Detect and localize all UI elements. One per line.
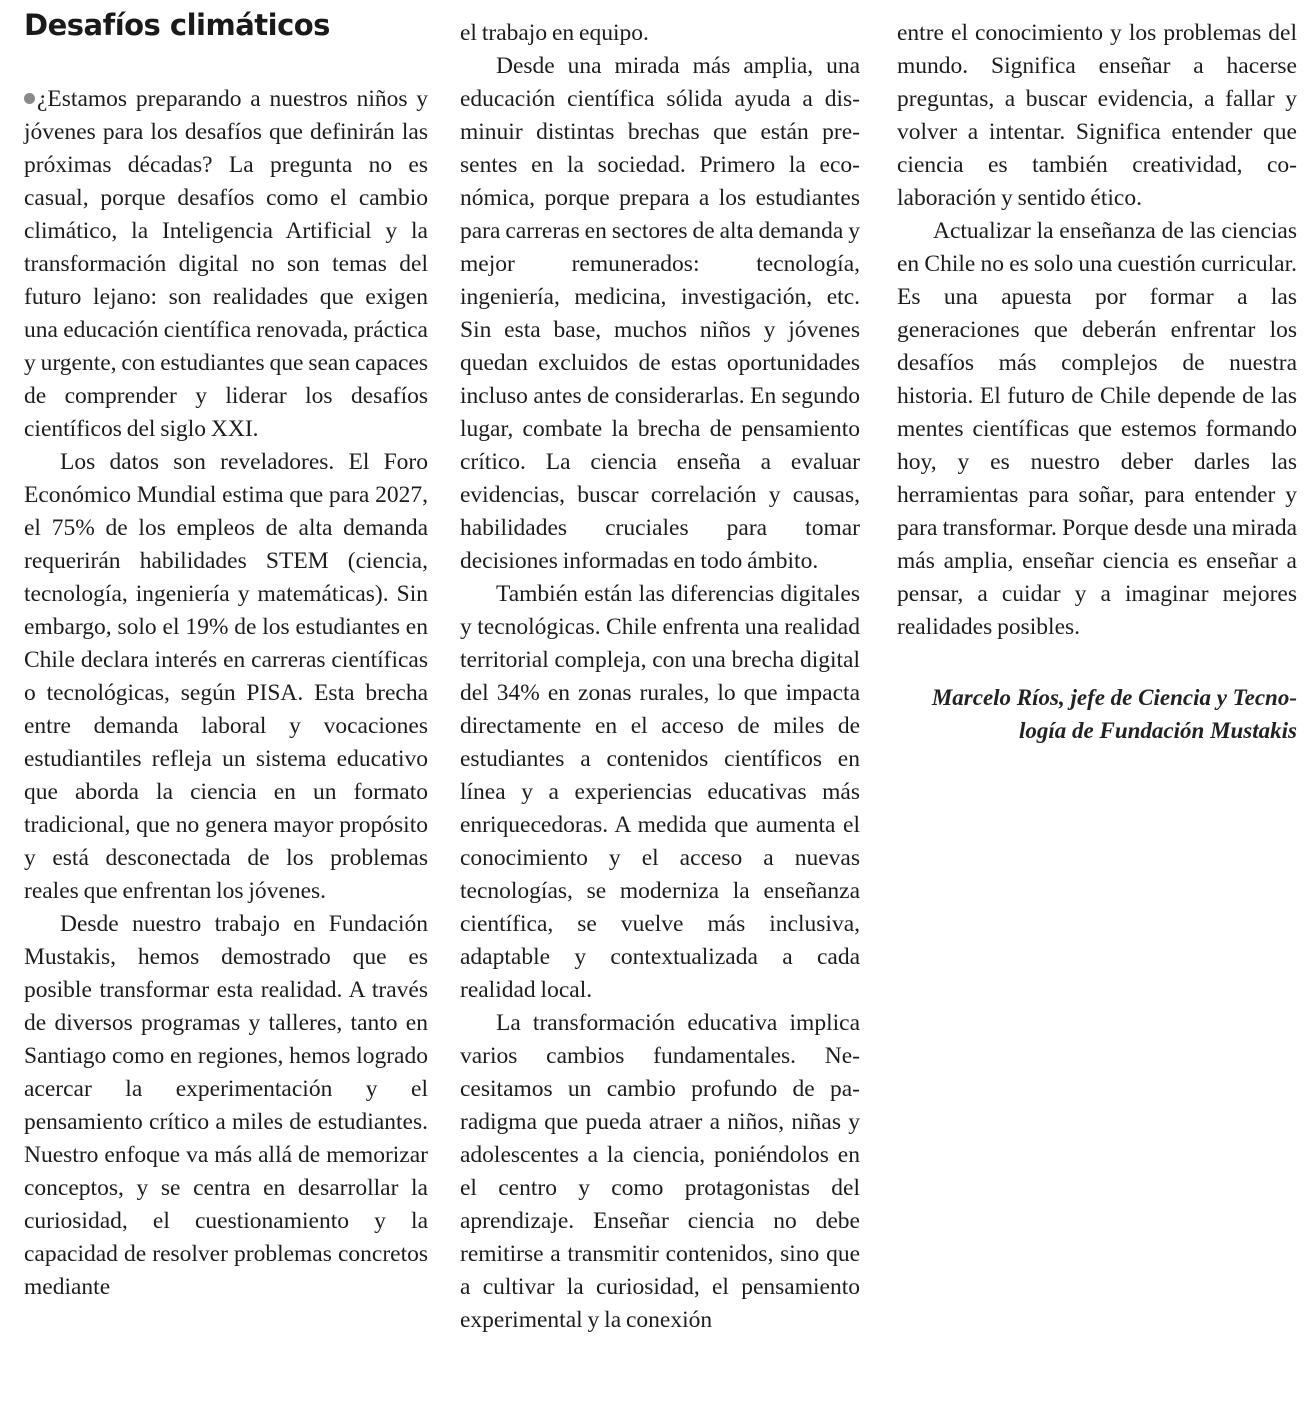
bullet-icon bbox=[24, 93, 35, 104]
article-paragraph: Actualizar la enseñanza de las ciencias en Chile no es solo una cuestión curricular. Es una apuesta por formar a las generaciones que deberán enfrentar los desafíos más complejos de nuestra historia. El futuro de Chile depende de las mentes científicas que estemos formando hoy, y es nuestro deber darles las herramientas para soñar, para entender y para transformar. Porque desde una mirada más amplia, enseñar ciencia es enseñar a pensar, a cuidar y a imaginar mejores realidades posibles. bbox=[897, 218, 1297, 640]
article-paragraph: La transformación educativa implica varios cambios fundamentales. Necesitamos un cambio profundo de paradigma que pueda atraer a niños, niñas y adolescentes a la ciencia, poniéndolos en el centro y como protagonistas del aprendizaje. Enseñar ciencia no debe remitirse a transmitir contenidos, sino que a cultivar la curiosidad, el pensamiento experimental y la conexión bbox=[460, 1010, 860, 1333]
article-title: Desafíos climáticos bbox=[24, 8, 330, 42]
article-column-3 bbox=[897, 17, 1297, 644]
author-signature: Marcelo Ríos, jefe de Ciencia y Tecnología de Fundación Mustakis bbox=[931, 685, 1297, 743]
article-paragraph: Desde nuestro trabajo en Fundación Mustakis, hemos demostrado que es posible transformar esta realidad. A través de diversos programas y talleres, tanto en Santiago como en regiones, hemos logrado acercar la experimentación y el pensamiento crítico a miles de estudiantes. Nuestro enfoque va más allá de memorizar conceptos, y se centra en desarrollar la curiosidad, el cuestionamiento y la capacidad de resolver problemas concretos mediante bbox=[24, 911, 428, 1300]
article-paragraph bbox=[24, 83, 428, 446]
article-paragraph: Desde una mirada más amplia, una educación científica sólida ayuda a disminuir distintas brechas que están presentes en la sociedad. Primero la económica, porque prepara a los estudiantes para carreras en sectores de alta demanda y mejor remunerados: tecnología, ingeniería, medicina, investigación, etc. Sin esta base, muchos niños y jóvenes quedan excluidos de estas oportunidades incluso antes de considerarlas. En segundo lugar, combate la brecha de pensamiento crítico. La ciencia enseña a evaluar evidencias, buscar correlación y causas, habilidades cruciales para tomar decisiones informadas en todo ámbito. bbox=[460, 53, 860, 574]
article-paragraph: Los datos son reveladores. El Foro Económico Mundial estima que para 2027, el 75% de los empleos de alta demanda requerirán habilidades STEM (ciencia, tecnología, ingeniería y matemáticas). Sin embargo, solo el 19% de los estudiantes en Chile declara interés en carreras científicas o tecnológicas, según PISA. Esta brecha entre demanda laboral y vocaciones estudiantiles refleja un sistema educativo que aborda la ciencia en un formato tradicional, que no genera mayor propósito y está desconectada de los problemas reales que enfrentan los jóvenes. bbox=[24, 449, 428, 904]
article-column-2 bbox=[460, 17, 860, 1337]
article-paragraph: el trabajo en equipo. bbox=[460, 20, 649, 46]
article-paragraph: También están las diferencias digitales y tecnológicas. Chile enfrenta una realidad territorial compleja, con una brecha digital del 34% en zonas rurales, lo que impacta directamente en el acceso de miles de estudiantes a contenidos científicos en línea y a experiencias educativas más enriquecedoras. A medida que aumenta el conocimiento y el acceso a nuevas tecnologías, se moderniza la enseñanza científica, se vuelve más inclusiva, adaptable y contextualizada a cada realidad local. bbox=[460, 581, 860, 1003]
paragraph-text: ¿Estamos preparando a nuestros niños y jóvenes para los desafíos que definirán las próximas décadas? La pregunta no es casual, porque desafíos como el cambio climático, la Inteligencia Artificial y la transformación digital no son temas del futuro lejano: son realidades que exigen una educación científica renovada, práctica y urgente, con estudiantes que sean capaces de comprender y liderar los desafíos científicos del siglo XXI. bbox=[24, 86, 428, 442]
article-column-1 bbox=[24, 83, 428, 1304]
article-paragraph: entre el conocimiento y los problemas del mundo. Significa enseñar a hacerse preguntas, a buscar evidencia, a fallar y volver a intentar. Significa entender que ciencia es también creatividad, colaboración y sentido ético. bbox=[897, 20, 1297, 211]
